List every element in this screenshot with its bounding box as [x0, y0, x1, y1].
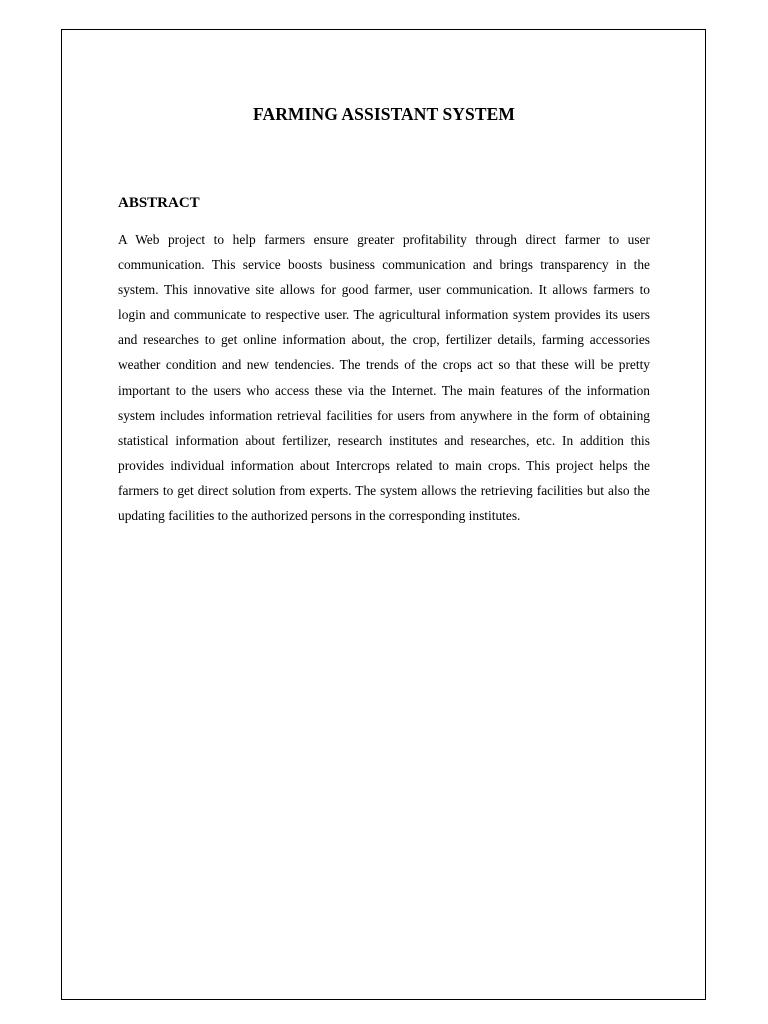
document-title: FARMING ASSISTANT SYSTEM	[252, 104, 516, 124]
abstract-paragraph: A Web project to help farmers ensure greater profitability through direct farmer to user communication. This service boosts business communication and brings transparency in the system. This innovative site allows for good farmer, user communication. It allows farmers to login and communicate to respective user. The agricultural information system provides its users and researches to get online information about, the crop, fertilizer details, farming accessories weather condition and new tendencies. The trends of the crops act so that these will be pretty important to the users who access these via the Internet. The main features of the information system includes information retrieval facilities for users from anywhere in the form of obtaining statistical information about fertilizer, research institutes and researches, etc. In addition this provides individual information about Intercrops related to main crops. This project helps the farmers to get direct solution from experts. The system allows the retrieving facilities but also the updating facilities to the authorized persons in the corresponding institutes.	[118, 232, 650, 524]
abstract-heading: ABSTRACT	[118, 195, 200, 211]
